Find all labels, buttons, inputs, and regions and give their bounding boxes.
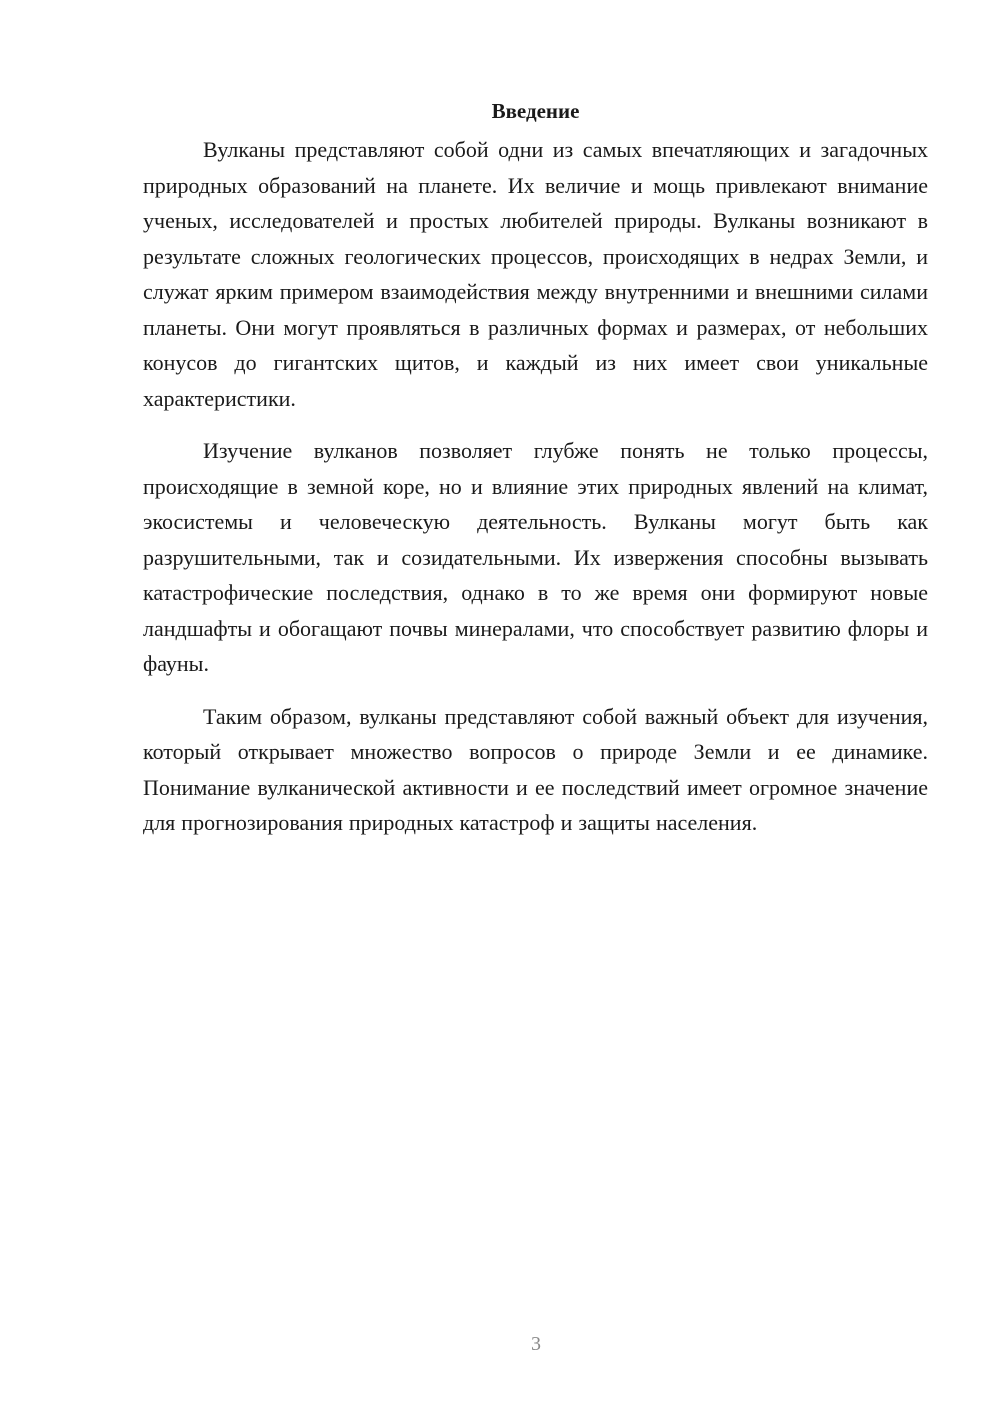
paragraph-2: Изучение вулканов позволяет глубже понять не только процессы, происходящие в земной коре, но и влияние этих природных явлений на климат, экосистемы и человеческую деятельность. Вулканы могут быть как разрушительными, так и созидательными. Их извержения способны вызывать катастрофические последствия, однако в то же время они формируют новые ландшафты и обогащают почвы минералами, что способствует развитию флоры и фауны. [143,438,928,676]
paragraph-1: Вулканы представляют собой одни из самых впечатляющих и загадочных природных образований на планете. Их величие и мощь привлекают внимание ученых, исследователей и простых любителей природы. Вулканы возникают в результате сложных геологических процессов, происходящих в недрах Земли, и служат ярким примером взаимодействия между внутренними и внешними силами планеты. Они могут проявляться в различных формах и размерах, от небольших конусов до гигантских щитов, и каждый из них имеет свои уникальные характеристики. [143,137,928,411]
page-content [143,96,928,858]
paragraph-3: Таким образом, вулканы представляют собой важный объект для изучения, который открывает множество вопросов о природе Земли и ее динамике. Понимание вулканической активности и ее последствий имеет огромное значение для прогнозирования природных катастроф и защиты населения. [143,703,928,835]
page-number: 3 [531,1333,541,1355]
section-heading: Введение [491,99,580,123]
